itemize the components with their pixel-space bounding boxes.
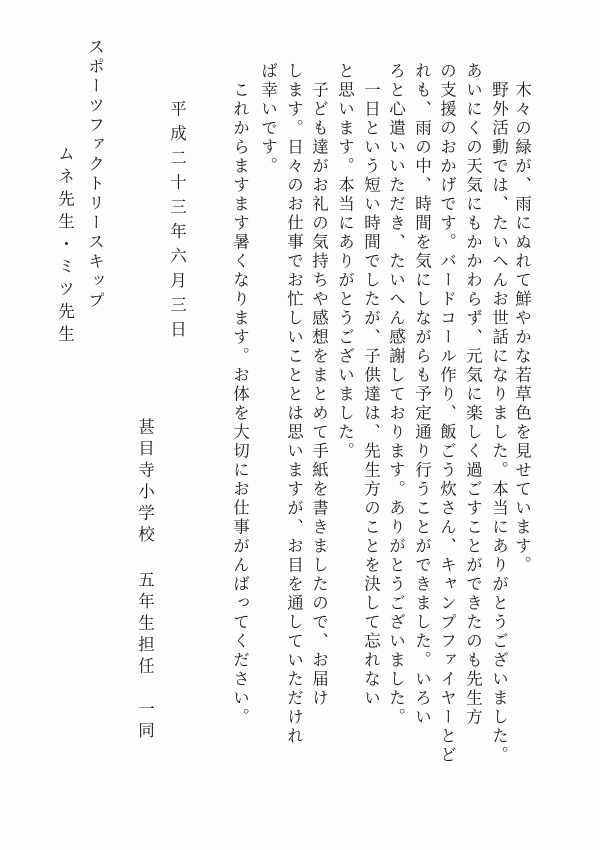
letter-line: します。日々のお仕事でお忙しいこととは思いますが、お目を通していただけれ: [284, 62, 304, 746]
letter-sender: [136, 418, 153, 743]
letter-line: これからますます暑くなります。お体を大切にお仕事がんばってください。: [230, 62, 250, 727]
sender-school: 甚目寺小学校: [135, 418, 155, 547]
letter-line: 一日という短い時間でしたが、子供達は、先生方のことを決して忘れない: [361, 62, 381, 708]
letter-line: 野外活動では、たいへんお世話になりました。本当にありがとうございました。: [489, 62, 509, 765]
recipient-names: ムネ先生・ミツ先生: [55, 145, 75, 348]
recipient-organization: スポーツファクトリースキップ: [85, 38, 105, 311]
letter-date: 平成二十三年六月三日: [167, 100, 187, 345]
letter-line: ろと心遣いいただき、たいへん感謝しております。ありがとうございました。: [386, 62, 406, 727]
sender-group: 五年生担任 一同: [135, 571, 155, 743]
letter-line: あいにくの天気にもかかわらず、元気に楽しく過ごすことができたのも先生方: [463, 62, 483, 727]
letter-line: 子ども達がお礼の気持ちや感想をまとめて手紙を書きましたので、お届け: [309, 62, 329, 708]
letter-line: ば幸いです。: [258, 62, 278, 176]
letter-line: と思います。本当にありがとうございました。: [335, 62, 355, 461]
letter-line: 木々の緑が、雨にぬれて鮮やかな若草色を見せています。: [512, 62, 532, 575]
letter-line: の支援のおかげです。バードコール作り、飯ごう炊さん、キャンプファイヤーとど: [437, 62, 457, 765]
letter-line: れも、雨の中、時間を気にしながらも予定通り行うことができました。いろい: [412, 62, 432, 727]
